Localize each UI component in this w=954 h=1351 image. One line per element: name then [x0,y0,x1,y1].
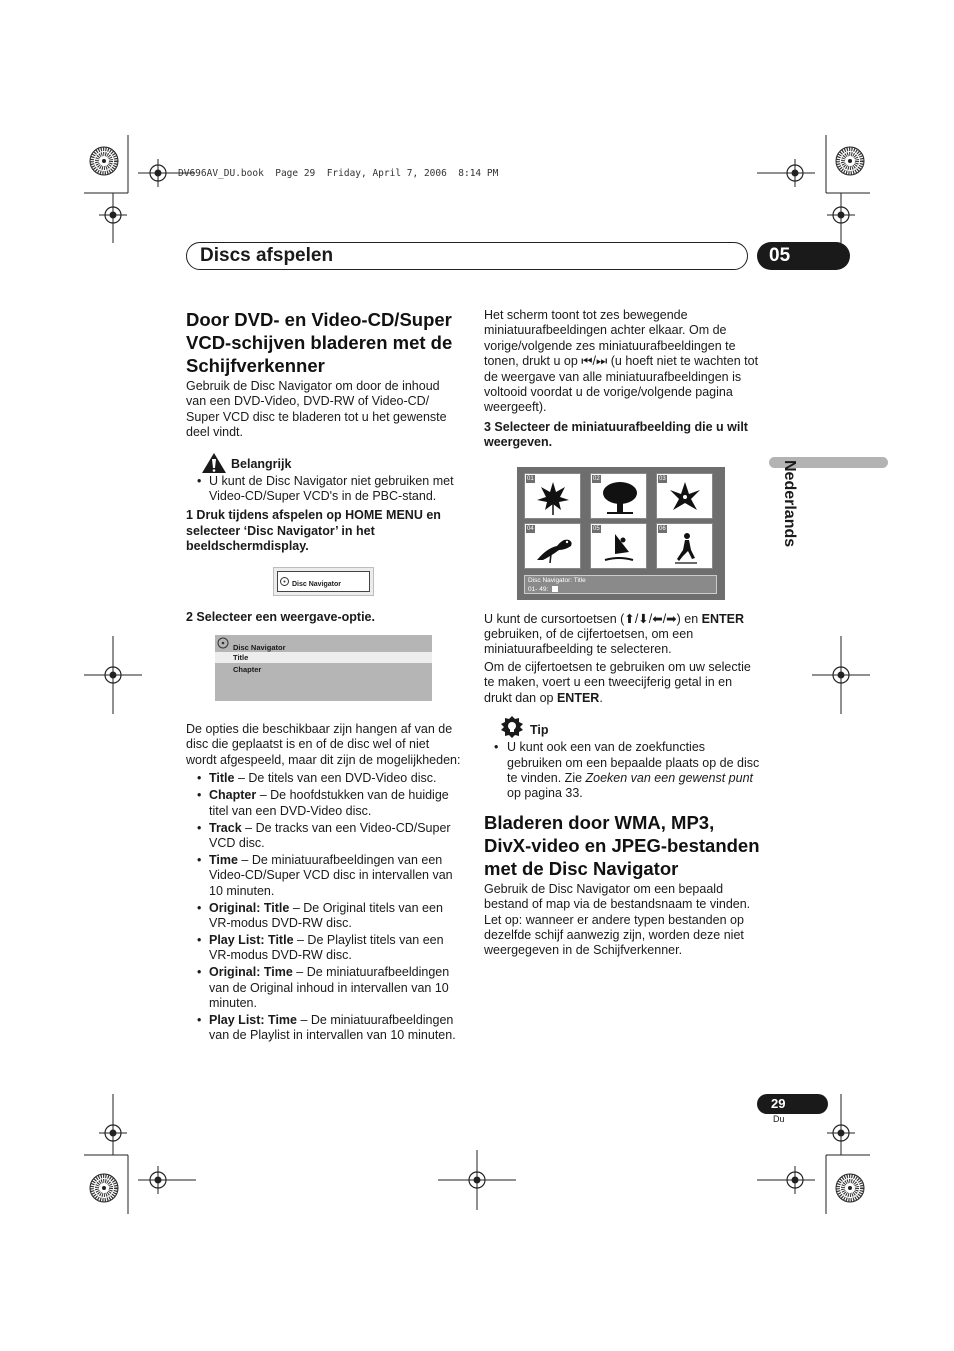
lily-icon [667,480,703,516]
file-navigation-text: Gebruik de Disc Navigator om een bepaald bestand of map via de bestandsnaam te vinden. Let op: wanneer er andere typen bestanden op dezelfde schijf aanwezig zijn, worden deze niet weergegeven in de Schijfverkenner. [484,881,751,958]
options-intro: De opties die beschikbaar zijn hangen af van de disc die geplaatst is en of de disc wel of niet wordt afgespeeld, maar dit zijn de mogelijkheden: [186,722,461,767]
step-3: 3 Selecteer de miniatuurafbeelding die u wilt weergeven. [484,419,748,450]
chapter-number: 05 [757,242,850,270]
panel-title: Disc Navigator [233,643,286,653]
option-item: • Play List: Title – De Playlist titels van een VR-modus DVD-RW disc. [186,933,462,964]
lightbulb-icon [499,715,525,739]
warning-icon [201,452,227,474]
screen-home-menu [186,562,462,606]
number-key-instructions: Om de cijfertoetsen te gebruiken om uw selectie te maken, voert u een tweecijferig getal in en drukt dan op ENTER. [484,659,751,705]
status-bar [524,575,717,594]
page-language: Du [773,1114,785,1124]
screen-thumbnails [484,467,760,612]
important-note [186,455,462,505]
option-chapter[interactable]: Chapter [233,665,262,675]
status-time: 01- 49: [528,585,716,594]
skater-icon [667,530,703,566]
option-title-label: Title [233,653,249,663]
menu-item-disc-navigator[interactable]: Disc Navigator [292,580,342,588]
step-2: 2 Selecteer een weergave-optie. [186,609,375,624]
thumbnail-03[interactable]: 03 [656,473,713,519]
header-title: Discs afspelen [200,245,334,266]
tip-text: • U kunt ook een van de zoekfuncties gebruiken om een bepaalde plaats op de disc te vinden. Zie Zoeken van een gewenst punt op pagina 33. [484,740,760,802]
language-label: Nederlands [781,460,798,548]
thumbnail-05[interactable]: 05 [590,523,647,569]
toucan-icon [535,530,575,566]
disc-icon [280,577,289,586]
thumbnail-04[interactable]: 04 [524,523,581,569]
thumbnail-02[interactable]: 02 [590,473,647,519]
thumbnail-06[interactable]: 06 [656,523,713,569]
screen-view-options [186,633,462,719]
tip-label: Tip [530,723,549,738]
option-item: • Title – De titels van een DVD-Video disc. [186,771,462,786]
leaf-icon [535,480,571,516]
right-column [484,308,760,959]
section-heading: Door DVD- en Video-CD/Super VCD-schijven bladeren met de Schijfverkenner [186,309,453,376]
tree-icon [601,480,639,516]
thumbnail-01[interactable]: 01 [524,473,581,519]
important-label: Belangrijk [231,456,292,471]
option-item: • Chapter – De hoofdstukken van de huidige titel van een DVD-Video disc. [186,788,462,819]
tip-note [484,721,760,802]
section-heading-2: Bladeren door WMA, MP3, DivX-video en JPEG-bestanden met de Disc Navigator [484,811,760,879]
status-title: Disc Navigator: Title [528,576,586,584]
thumbnail-description: Het scherm toont tot zes bewegende miniatuurafbeeldingen achter elkaar. Om de vorige/volgende zes miniatuurafbeeldingen te tonen, drukt u op ⏮/⏭ (u hoeft niet te wachten tot de weergave van alle miniatuurafbeeldingen is voltooid voordat u de vorige/volgende pagina weergeeft). [484,308,759,415]
important-text: • U kunt de Disc Navigator niet gebruiken met Video-CD/Super VCD's in de PBC-stand. [186,474,462,505]
step-1: 1 Druk tijdens afspelen op HOME MENU en selecteer ‘Disc Navigator’ in het beeldschermdisplay. [186,508,441,554]
option-item: • Play List: Time – De miniatuurafbeeldingen van de Playlist in intervallen van 10 minuten. [186,1013,462,1044]
option-item: • Original: Time – De miniatuurafbeeldingen van de Original inhoud in intervallen van 10 minuten. [186,965,462,1011]
options-list [186,771,462,1043]
intro-text: Gebruik de Disc Navigator om door de inhoud van een DVD-Video, DVD-RW of Video-CD/ Super VCD disc te bladeren tot u het gewenste deel vindt. [186,379,447,440]
option-item: • Time – De miniatuurafbeeldingen van een Video-CD/Super VCD disc in intervallen van 10 minuten. [186,853,462,899]
disc-icon [217,637,229,649]
cursor-instructions: U kunt de cursortoetsen (⬆/⬇/⬅/➡) en ENTER gebruiken, of de cijfertoetsen, om een miniatuurafbeelding te selecteren. [484,611,745,657]
windsurfer-icon [601,530,637,566]
left-column [186,308,462,1045]
page-number: 29 [757,1094,828,1114]
print-slug: DV696AV_DU.book Page 29 Friday, April 7, 2006 8:14 PM [178,168,499,179]
option-item: • Original: Title – De Original titels van een VR-modus DVD-RW disc. [186,901,462,932]
option-item: • Track – De tracks van een Video-CD/Super VCD disc. [186,821,462,852]
